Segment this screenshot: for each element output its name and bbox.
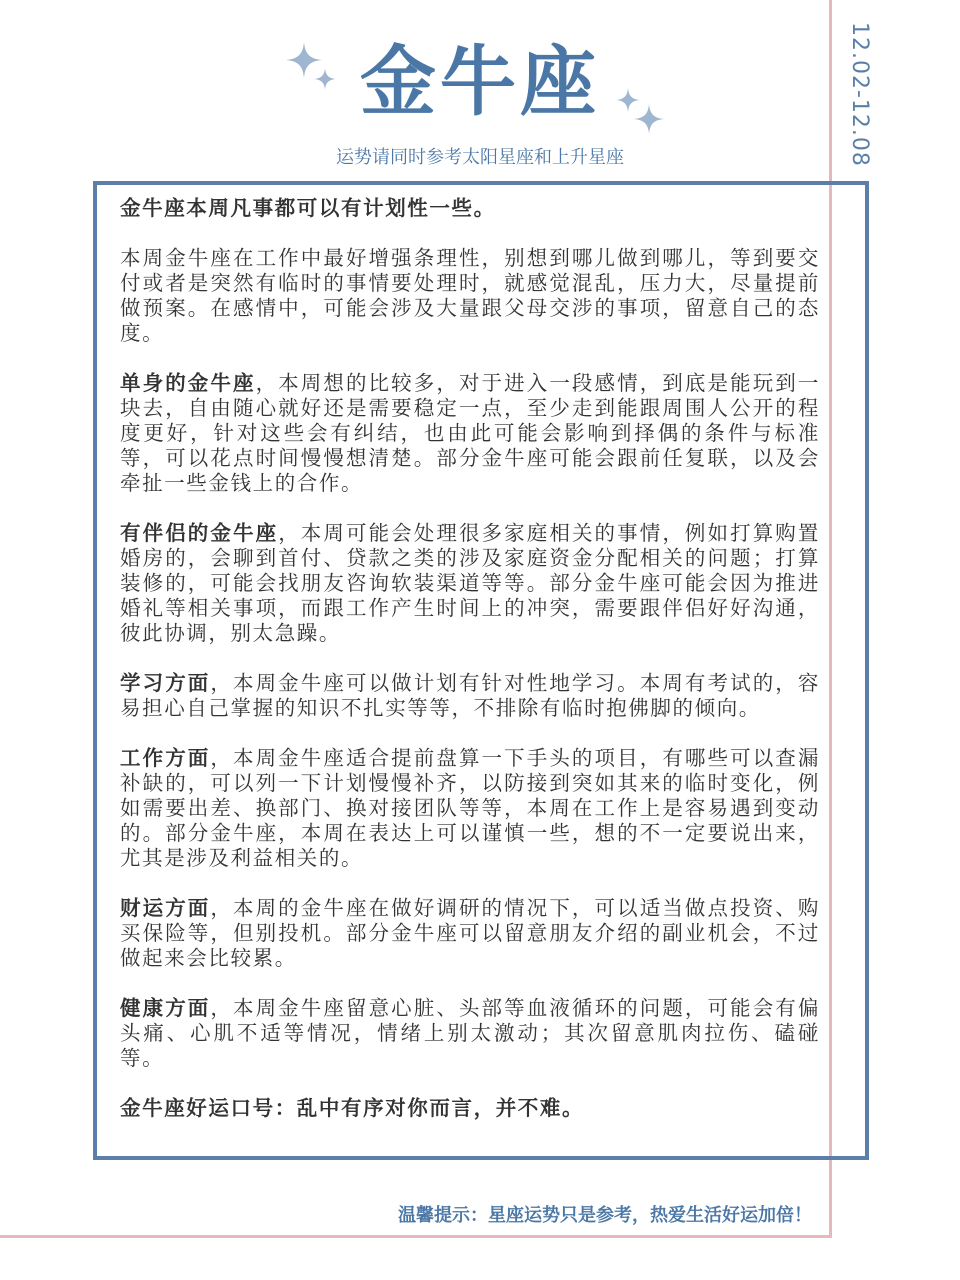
section-partnered xyxy=(120,521,820,646)
section-text: ，本周想的比较多，对于进入一段感情，到底是能玩到一块去，自由随心就好还是需要稳定一点，至少走到能跟周围人公开的程度更好，针对这些会有纠结，也由此可能会影响到择偶的条件与标准等，可以花点时间慢慢想清楚。部分金牛座可能会跟前任复联，以及会牵扯一些金钱上的合作。 xyxy=(120,371,820,495)
section-text: ，本周的金牛座在做好调研的情况下，可以适当做点投资、购买保险等，但别投机。部分金牛座可以留意朋友介绍的副业机会，不过做起来会比较累。 xyxy=(120,896,820,970)
horoscope-content xyxy=(120,196,820,1146)
section-work xyxy=(120,746,820,871)
section-lead: 工作方面 xyxy=(120,746,211,770)
section-single xyxy=(120,371,820,496)
section-text: ，本周金牛座留意心脏、头部等血液循环的问题，可能会有偏头痛、心肌不适等情况，情绪上别太激动；其次留意肌肉拉伤、磕碰等。 xyxy=(120,996,820,1070)
section-lead: 学习方面 xyxy=(120,671,211,695)
section-text: ，本周金牛座可以做计划有针对性地学习。本周有考试的，容易担心自己掌握的知识不扎实等等，不排除有临时抱佛脚的倾向。 xyxy=(120,671,820,720)
slogan-paragraph: 金牛座好运口号：乱中有序对你而言，并不难。 xyxy=(120,1096,585,1120)
section-health xyxy=(120,996,820,1071)
section-text: ，本周可能会处理很多家庭相关的事情，例如打算购置婚房的，会聊到首付、贷款之类的涉及家庭资金分配相关的问题；打算装修的，可能会找朋友咨询软装渠道等等。部分金牛座可能会因为推进婚礼等相关事项，而跟工作产生时间上的冲突，需要跟伴侣好好沟通，彼此协调，别太急躁。 xyxy=(120,521,821,645)
section-text: ，本周金牛座适合提前盘算一下手头的项目，有哪些可以查漏补缺的，可以列一下计划慢慢补齐，以防接到突如其来的临时变化，例如需要出差、换部门、换对接团队等等，本周在工作上是容易遇到变动的。部分金牛座，本周在表达上可以谨慎一些，想的不一定要说出来，尤其是涉及利益相关的。 xyxy=(120,746,820,870)
section-lead: 健康方面 xyxy=(120,996,211,1020)
footer-tip: 温馨提示：星座运势只是参考，热爱生活好运加倍！ xyxy=(398,1205,812,1226)
date-range: 12.02-12.08 xyxy=(847,22,872,167)
section-lead: 单身的金牛座 xyxy=(120,371,256,395)
overview-paragraph: 本周金牛座在工作中最好增强条理性，别想到哪儿做到哪儿，等到要交付或者是突然有临时的事情要处理时，就感觉混乱，压力大，尽量提前做预案。在感情中，可能会涉及大量跟父母交涉的事项，留意自己的态度。 xyxy=(120,246,820,345)
section-lead: 财运方面 xyxy=(120,896,211,920)
section-lead: 有伴侣的金牛座 xyxy=(120,521,279,545)
intro-paragraph: 金牛座本周凡事都可以有计划性一些。 xyxy=(120,196,496,220)
pink-horizontal-line xyxy=(0,1235,832,1238)
section-study xyxy=(120,671,820,721)
section-wealth xyxy=(120,896,820,971)
page-title: 金牛座 xyxy=(360,37,600,126)
page-subtitle: 运势请同时参考太阳星座和上升星座 xyxy=(336,147,624,168)
